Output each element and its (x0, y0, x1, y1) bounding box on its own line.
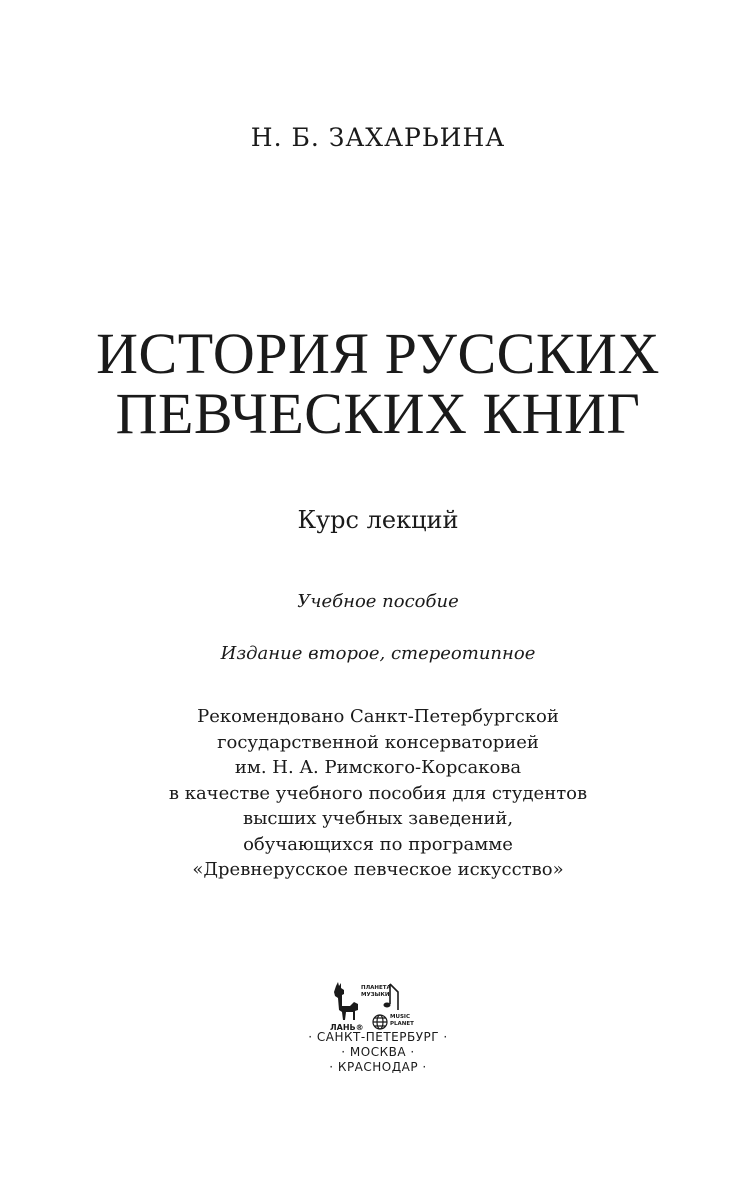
recommendation-line: высших учебных заведений, (242, 808, 514, 829)
music-note-icon (390, 984, 398, 1010)
recommendation-text (0, 704, 756, 883)
planet-text-1: ПЛАНЕТА (361, 985, 391, 991)
recommendation-line: обучающихся по программе (243, 833, 513, 855)
city-moscow: · МОСКВА · (341, 1045, 415, 1059)
recommendation-line: Рекомендовано Санкт-Петербургской (197, 706, 559, 727)
publisher-logo (328, 980, 428, 1032)
deer-logo-icon (334, 982, 358, 1020)
recommendation-line: государственной консерваторией (217, 731, 539, 753)
book-title (0, 321, 756, 446)
music-planet-2: PLANET (390, 1021, 414, 1027)
recommendation-line: «Древнерусское певческое искусство» (192, 859, 564, 880)
recommendation-line: им. Н. А. Римского-Корсакова (234, 757, 522, 778)
book-subtitle: Курс лекций (297, 506, 459, 534)
music-planet-1: MUSIC (390, 1014, 410, 1020)
document-type: Учебное пособие (297, 591, 459, 612)
book-title-line-2: ПЕВЧЕСКИХ КНИГ (115, 381, 641, 446)
publisher-cities (0, 1030, 756, 1075)
city-saint-petersburg: · САНКТ-ПЕТЕРБУРГ · (308, 1030, 448, 1044)
globe-icon (373, 1015, 387, 1029)
edition-note: Издание второе, стереотипное (220, 643, 536, 664)
book-title-line-1: ИСТОРИЯ РУССКИХ (96, 321, 660, 386)
city-krasnodar: · КРАСНОДАР · (329, 1060, 427, 1074)
lan-wordmark: ЛАНЬ® (330, 1023, 364, 1032)
author-name: Н. Б. ЗАХАРЬИНА (250, 123, 506, 152)
recommendation-line: в качестве учебного пособия для студентов (168, 782, 588, 804)
planet-text-2: МУЗЫКИ (361, 992, 390, 998)
